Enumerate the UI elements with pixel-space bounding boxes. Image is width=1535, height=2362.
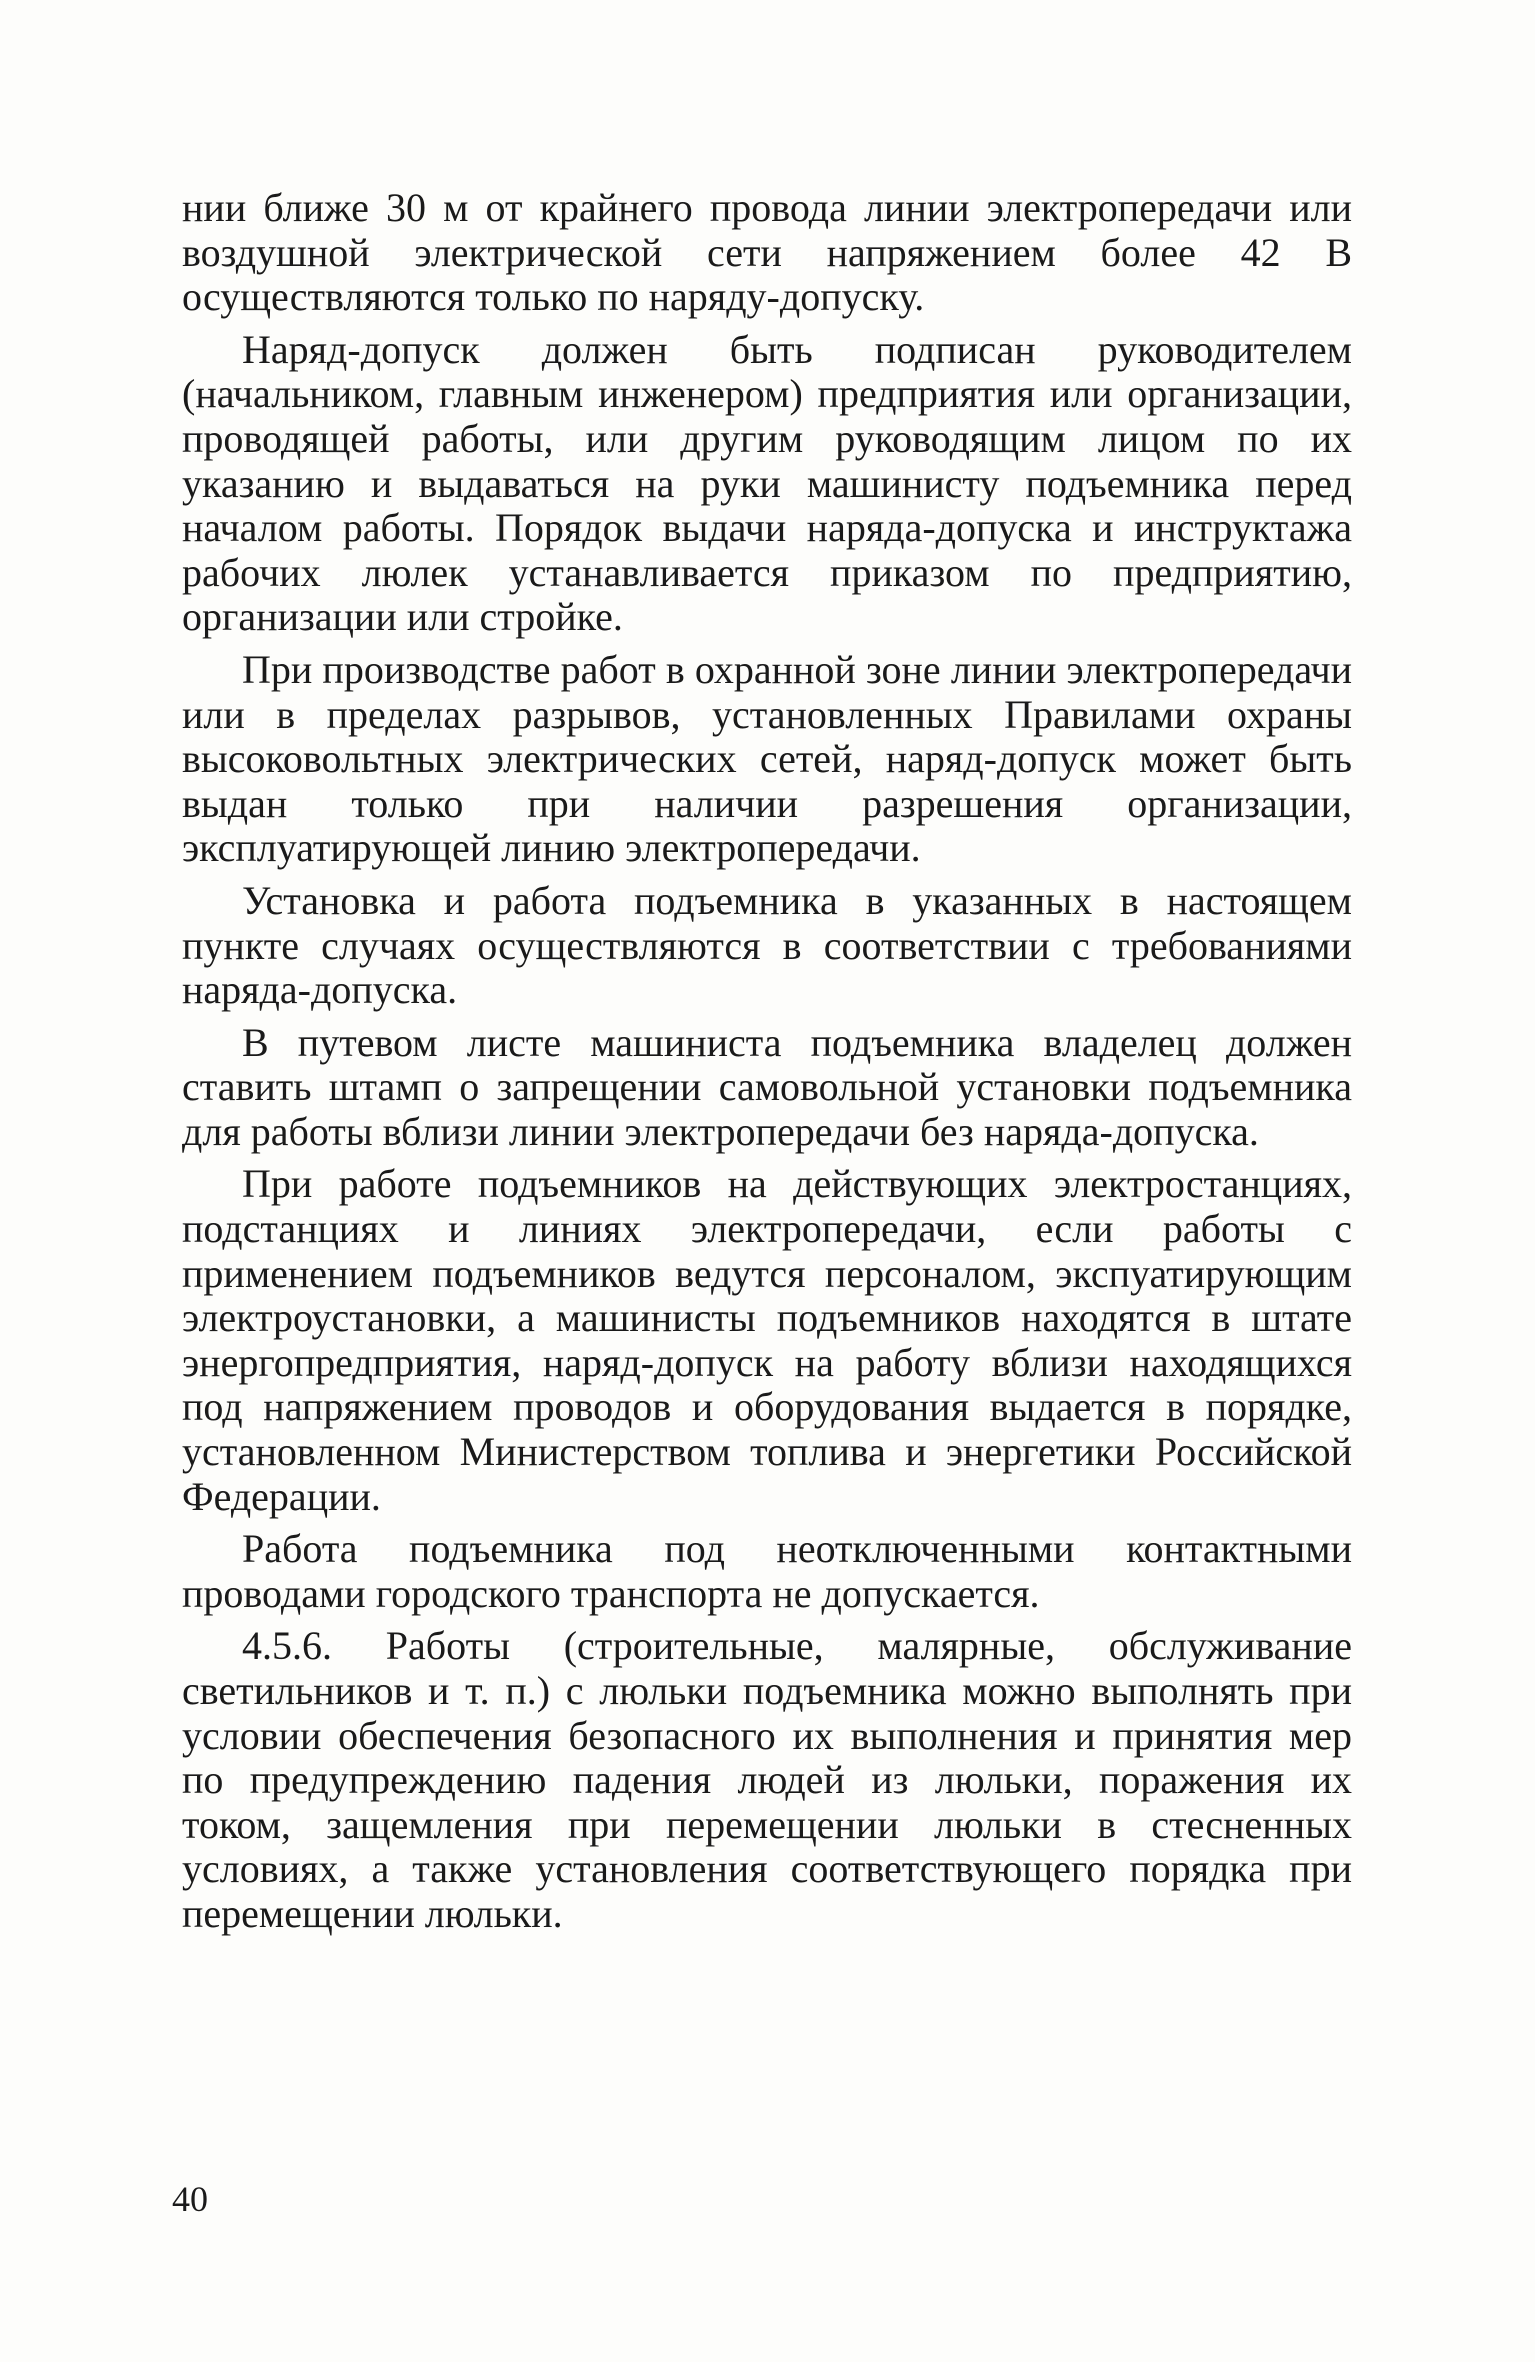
paragraph-waybill-stamp: В путевом листе машиниста подъемника владелец должен ставить штамп о запрещении самовольной установки подъемника для работы вблизи линии электропередачи без наряда-допуска. <box>182 1019 1352 1154</box>
paragraph-protected-zone: При производстве работ в охранной зоне линии электропередачи или в пределах разрывов, установленных Правилами охраны высоковольтных электрических сетей, наряд-допуск может быть выдан только при наличии разрешения организации, эксплуатирующей линию электропередачи. <box>182 646 1352 871</box>
paragraph-continuation: нии ближе 30 м от крайнего провода линии электропередачи или воздушной электрической сети напряжением более 42 В осуществляются только по наряду-допуску. <box>182 185 1352 320</box>
paragraph-power-stations: При работе подъемников на действующих электростанциях, подстанциях и линиях электропередачи, если работы с применением подъемников ведутся персоналом, экспуатирующим электроустановки, а машинисты подъемников находятся в штате энергопредприятия, наряд-допуск на работу вблизи находящихся под напряжением проводов и оборудования выдается в порядке, установленном Министерством топлива и энергетики Российской Федерации. <box>182 1161 1352 1519</box>
body-text <box>182 186 1352 1945</box>
paragraph-installation: Установка и работа подъемника в указанных в настоящем пункте случаях осуществляются в соответствии с требованиями наряда-допуска. <box>182 877 1352 1013</box>
paragraph-section-4-5-6: 4.5.6. Работы (строительные, малярные, обслуживание светильников и т. п.) с люльки подъемника можно выполнять при условии обеспечения безопасного их выполнения и принятия мер по предупреждению падения людей из люльки, поражения их током, защемления при перемещении люльки в стесненных условиях, а также установления соответствующего порядка при перемещении люльки. <box>182 1623 1352 1936</box>
page-number: 40 <box>172 2179 208 2219</box>
paragraph-contact-wires: Работа подъемника под неотключенными контактными проводами городского транспорта не допускается. <box>182 1526 1352 1616</box>
paragraph-work-permit-signature: Наряд-допуск должен быть подписан руководителем (начальником, главным инженером) предприятия или организации, проводящей работы, или другим руководящим лицом по их указанию и выдаваться на руки машинисту подъемника перед началом работы. Порядок выдачи наряда-допуска и инструктажа рабочих люлек устанавливается приказом по предприятию, организации или стройке. <box>182 326 1352 640</box>
